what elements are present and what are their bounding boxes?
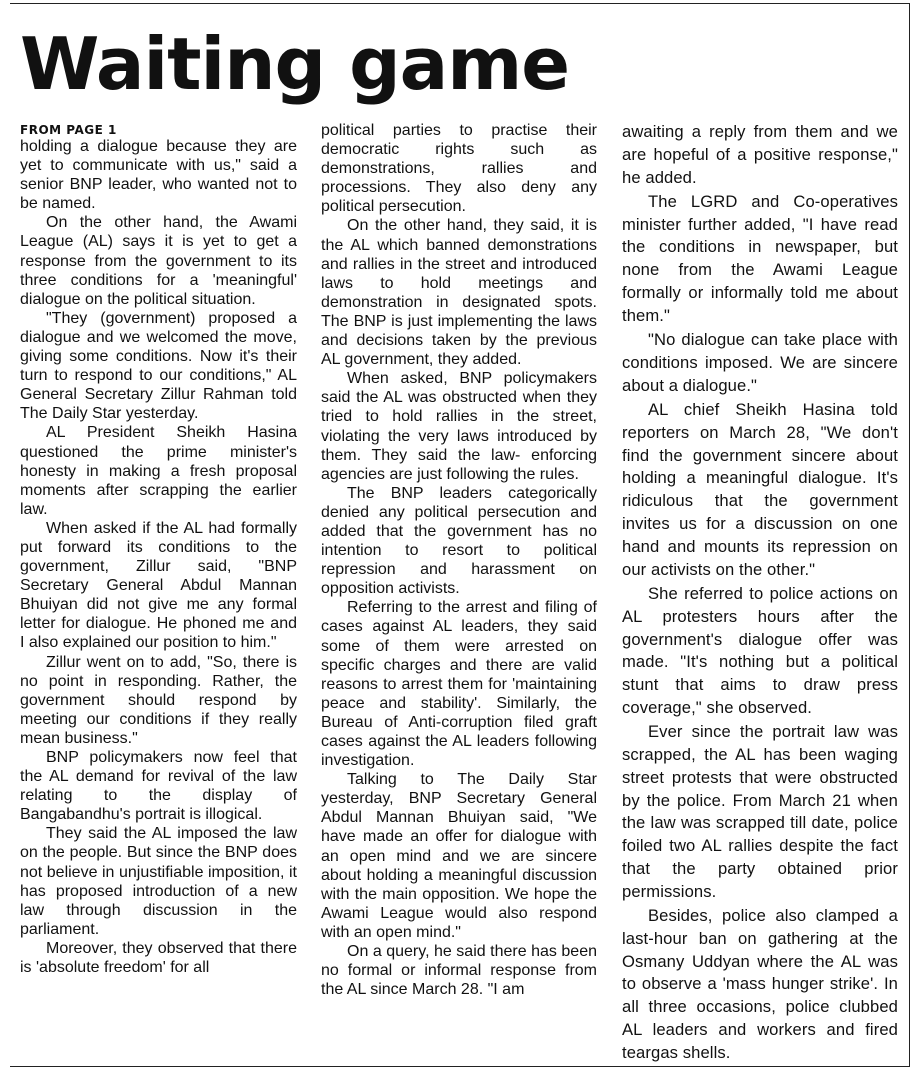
paragraph: Referring to the arrest and filing of cases against AL leaders, they said some of them were arrested on specific charges and there are valid reasons to arrest them for 'maintaining peace and stability'. Similarly, the Bureau of Anti-corruption filed graft cases against the AL leaders following investigation. xyxy=(321,599,597,770)
right-border-rule xyxy=(909,3,910,1067)
paragraph: Talking to The Daily Star yesterday, BNP Secretary General Abdul Mannan Bhuiyan said, "We have made an offer for dialogue with an open mind and we are sincere about holding a meaningful discussion with the main opposition. We hope the Awami League would also respond with an open mind." xyxy=(321,771,597,941)
paragraph: "No dialogue can take place with conditions imposed. We are sincere about a dialogue." xyxy=(622,330,898,395)
paragraph: The LGRD and Co-operatives minister further added, "I have read the conditions in newspaper, but none from the Awami League formally or informally told me about them." xyxy=(622,191,898,325)
paragraph: On the other hand, the Awami League (AL) says it is yet to get a response from the government to its three conditions for a 'meaningful' dialogue on the political situation. xyxy=(20,214,297,308)
paragraph: BNP policymakers now feel that the AL demand for revival of the law relating to the display of Bangabandhu's portrait is illogical. xyxy=(20,749,297,824)
top-border-rule xyxy=(10,3,910,4)
paragraph: "They (government) proposed a dialogue and we welcomed the move, giving some conditions. Now it's their turn to respond to our conditions," AL General Secretary Zillur Rahman told The Daily Star yesterday. xyxy=(20,309,297,423)
article-column-3 xyxy=(622,121,898,1065)
paragraph: holding a dialogue because they are yet to communicate with us," said a senior BNP leader, who wanted not to be named. xyxy=(20,138,297,213)
paragraph: When asked if the AL had formally put forward its conditions to the government, Zillur said, "BNP Secretary General Abdul Mannan Bhuiyan did not give me any formal letter for dialogue. He phoned me and I also explained our position to him." xyxy=(20,519,297,652)
paragraph: She referred to police actions on AL protesters hours after the government's dialogue offer was made. "It's nothing but a political stunt that aims to draw press coverage," she observed. xyxy=(622,583,898,717)
article-column-1 xyxy=(20,121,297,1065)
paragraph: Moreover, they observed that there is 'absolute freedom' for all xyxy=(20,939,297,977)
paragraph: Zillur went on to add, "So, there is no point in responding. Rather, the government should respond by meeting our conditions if they really mean business." xyxy=(20,653,297,747)
paragraph: On the other hand, they said, it is the AL which banned demonstrations and rallies in the street and introduced laws to hold meetings and demonstration in designated spots. The BNP is just implementing the laws and decisions taken by the previous AL government, they added. xyxy=(321,217,597,369)
bottom-border-rule xyxy=(10,1066,910,1067)
continuation-label: FROM PAGE 1 xyxy=(20,123,117,137)
paragraph: AL chief Sheikh Hasina told reporters on March 28, "We don't find the government sincere about holding a meaningful dialogue. It's ridiculous that the government invites us for a discussion on one hand and mounts its repression on our activists on the other." xyxy=(622,400,898,579)
article-column-2 xyxy=(321,121,597,1065)
headline: Waiting game xyxy=(20,22,570,106)
paragraph: The BNP leaders categorically denied any political persecution and added that the government has no intention to resort to political repression and harassment on opposition activists. xyxy=(321,484,597,598)
paragraph: AL President Sheikh Hasina questioned the prime minister's honesty in making a fresh proposal moments after scrapping the earlier law. xyxy=(20,424,297,518)
paragraph: political parties to practise their democratic rights such as demonstrations, rallies and processions. They also deny any political persecution. xyxy=(321,122,597,216)
paragraph: They said the AL imposed the law on the people. But since the BNP does not believe in unjustifiable imposition, it has proposed introduction of a new law through discussion in the parliament. xyxy=(20,825,297,938)
paragraph: On a query, he said there has been no formal or informal response from the AL since March 28. "I am xyxy=(321,943,597,999)
paragraph: When asked, BNP policymakers said the AL was obstructed when they tried to hold rallies in the street, violating the very laws introduced by them. They said the law- enforcing agencies are just following the rules. xyxy=(321,370,597,483)
paragraph: Ever since the portrait law was scrapped, the AL has been waging street protests that were obstructed by the police. From March 21 when the law was scrapped till date, police foiled two AL rallies despite the fact that the party obtained prior permissions. xyxy=(622,722,898,901)
paragraph: Besides, police also clamped a last-hour ban on gathering at the Osmany Uddyan where the AL was to observe a 'mass hunger strike'. In all three occasions, police clubbed AL leaders and workers and fired teargas shells. xyxy=(622,906,898,1062)
paragraph: awaiting a reply from them and we are hopeful of a positive response," he added. xyxy=(622,122,898,187)
